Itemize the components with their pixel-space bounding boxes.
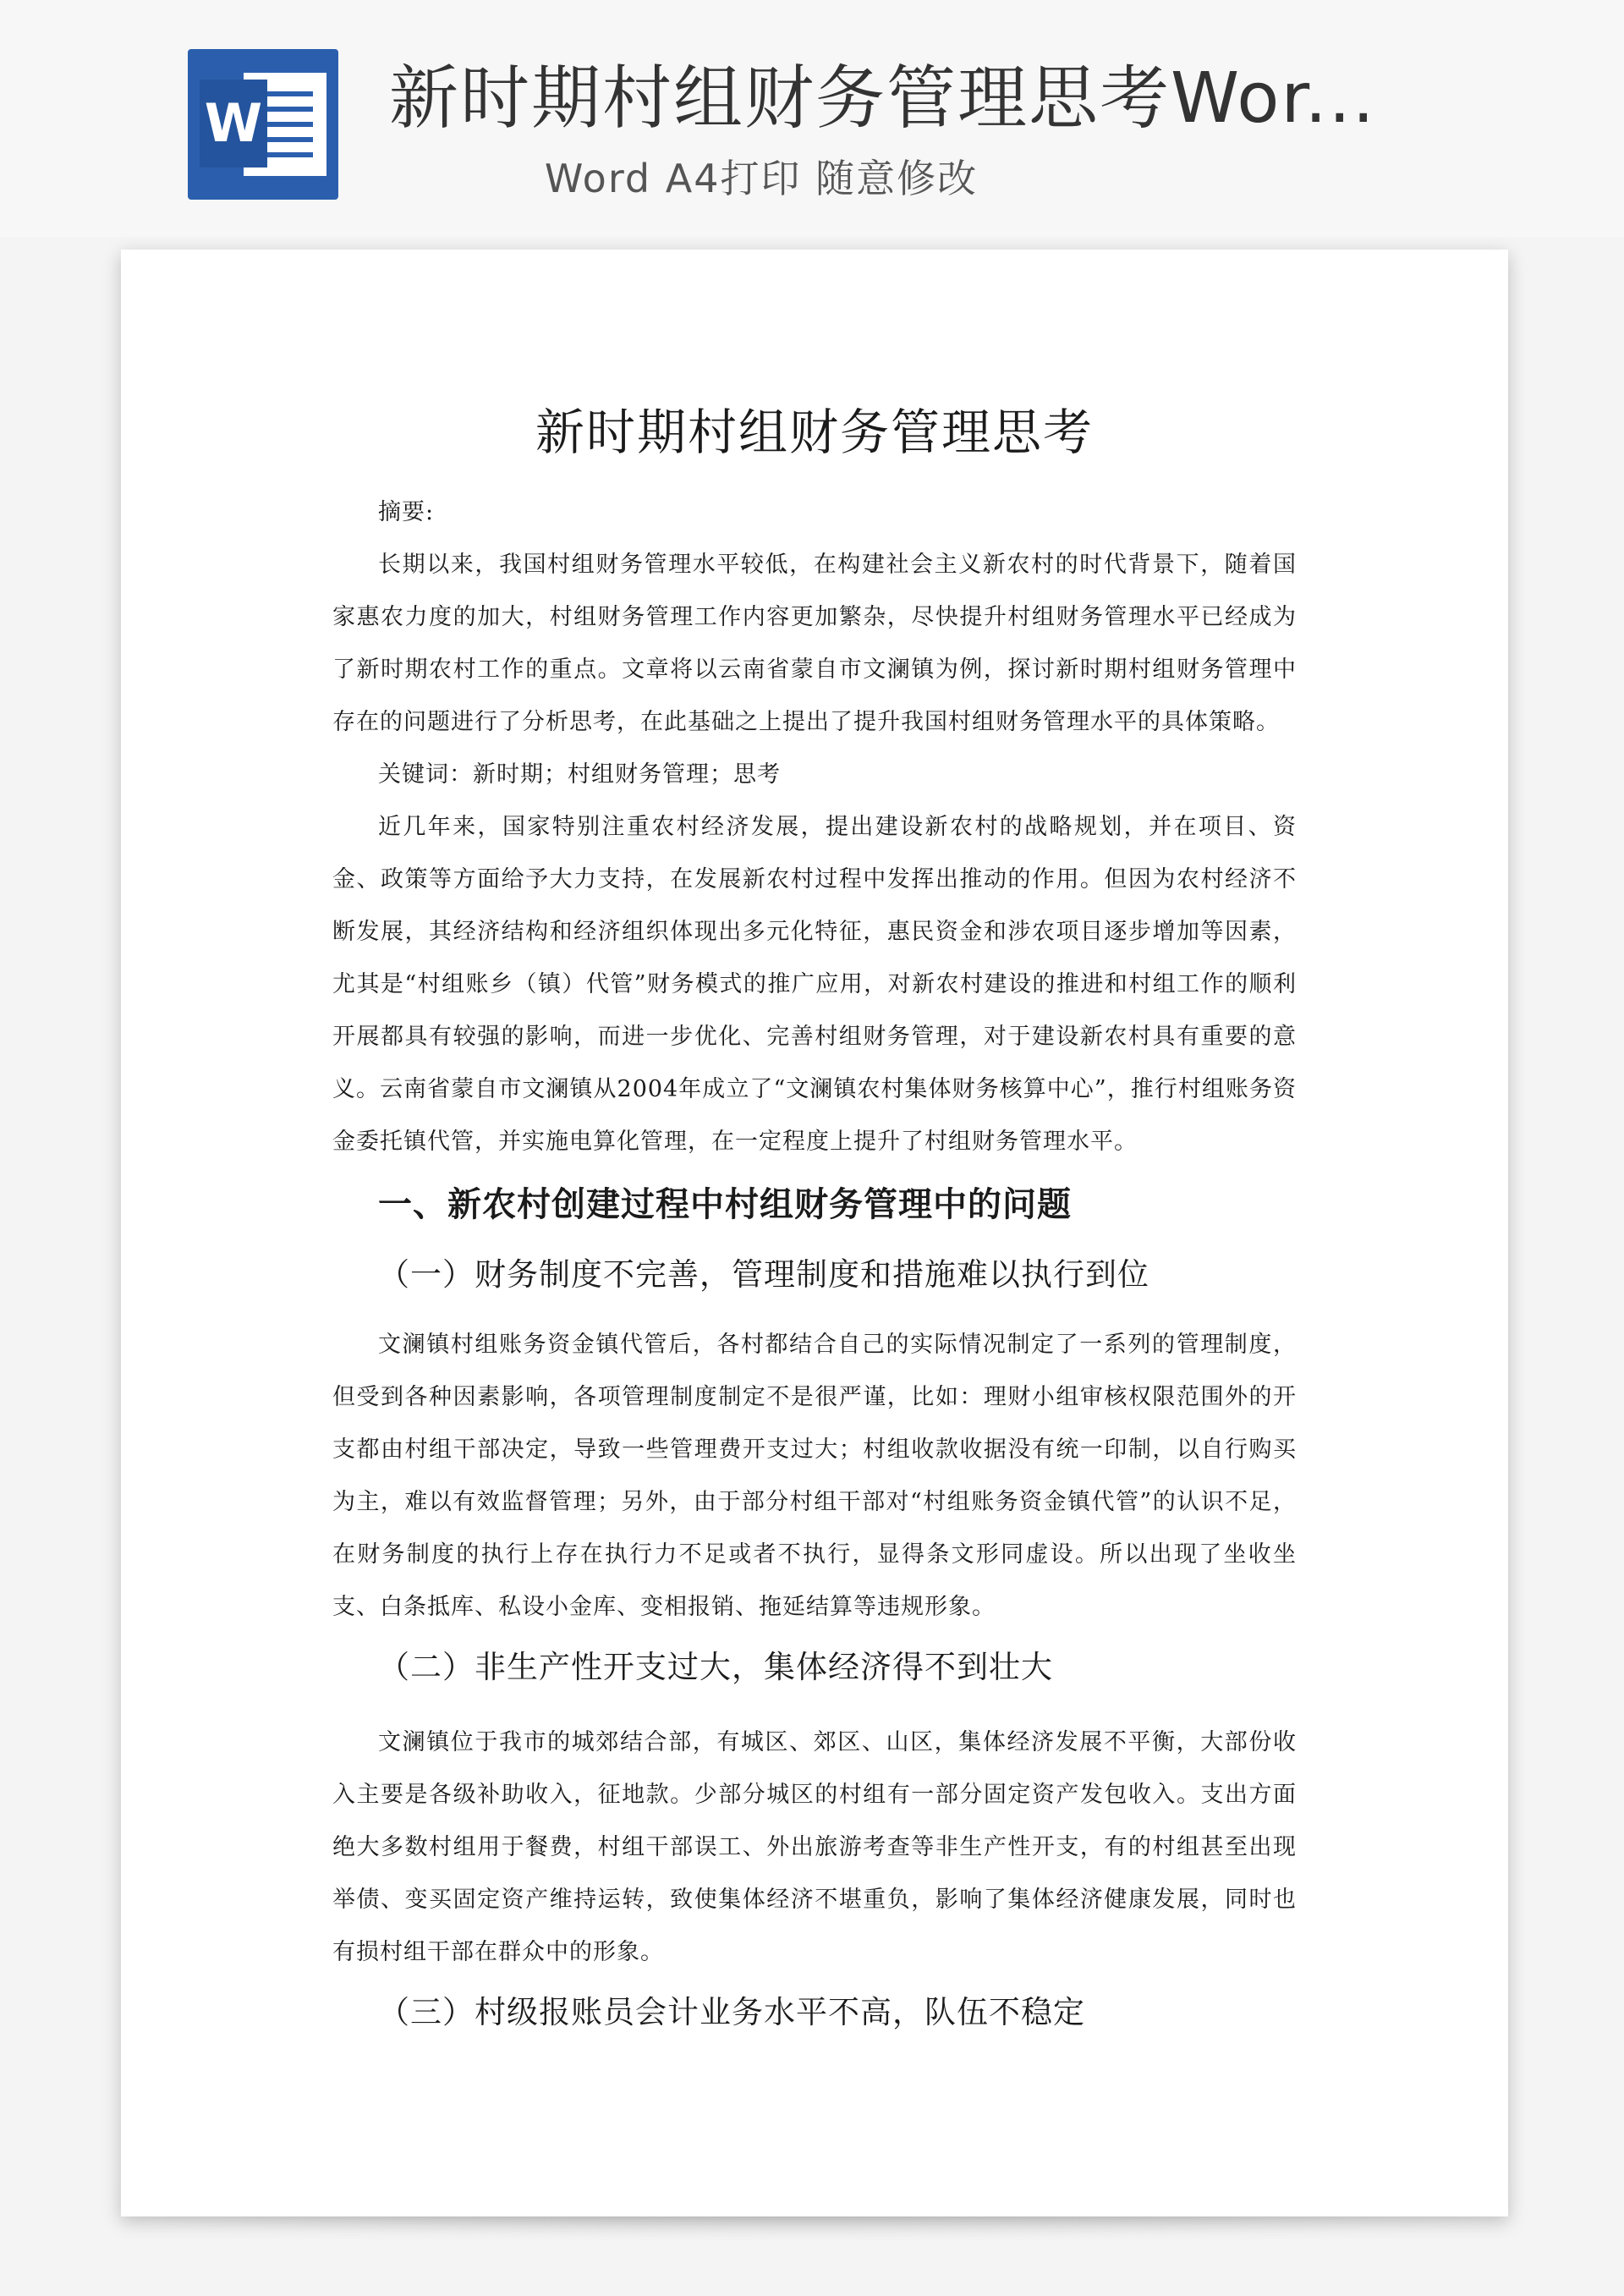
abstract-paragraph: 长期以来，我国村组财务管理水平较低，在构建社会主义新农村的时代背景下，随着国家惠农力度的加大，村组财务管理工作内容更加繁杂，尽快提升村组财务管理水平已经成为了新时期农村工作的重点。文章将以云南省蒙自市文澜镇为例，探讨新时期村组财务管理中存在的问题进行了分析思考，在此基础之上提出了提升我国村组财务管理水平的具体策略。 xyxy=(332,552,1297,735)
subsection-body-1: 文澜镇村组账务资金镇代管后，各村都结合自己的实际情况制定了一系列的管理制度，但受到各种因素影响，各项管理制度制定不是很严谨，比如：理财小组审核权限范围外的开支都由村组干部决定，导致一些管理费开支过大；村组收款收据没有统一印制，以自行购买为主，难以有效监督管理；另外，由于部分村组干部对“村组账务资金镇代管”的认识不足，在财务制度的执行上存在执行力不足或者不执行，显得条文形同虚设。所以出现了坐收坐支、白条抵库、私设小金库、变相报销、拖延结算等违规形象。 xyxy=(332,1332,1297,1620)
subsection-heading-1: （一）财务制度不完善，管理制度和措施难以执行到位 xyxy=(378,1256,1149,1293)
file-title: 新时期村组财务管理思考Wor... xyxy=(389,58,1376,139)
word-document-icon xyxy=(188,49,338,200)
preview-banner xyxy=(0,0,1624,237)
subsection-heading-3: （三）村级报账员会计业务水平不高，队伍不稳定 xyxy=(378,1994,1085,2030)
subsection-heading-2: （二）非生产性开支过大，集体经济得不到壮大 xyxy=(378,1649,1053,1685)
keywords-line: 关键词：新时期；村组财务管理；思考 xyxy=(378,761,781,788)
document-page xyxy=(121,250,1508,2216)
document-content xyxy=(332,402,1297,2057)
section-heading: 一、新农村创建过程中村组财务管理中的问题 xyxy=(378,1184,1072,1224)
document-title: 新时期村组财务管理思考 xyxy=(535,404,1094,461)
word-letter-icon: W xyxy=(200,80,267,168)
abstract-label: 摘要: xyxy=(378,499,435,525)
intro-paragraph: 近几年来，国家特别注重农村经济发展，提出建设新农村的战略规划，并在项目、资金、政策等方面给予大力支持，在发展新农村过程中发挥出推动的作用。但因为农村经济不断发展，其经济结构和经济组织体现出多元化特征，惠民资金和涉农项目逐步增加等因素，尤其是“村组账乡（镇）代管”财务模式的推广应用，对新农村建设的推进和村组工作的顺利开展都具有较强的影响，而进一步优化、完善村组财务管理，对于建设新农村具有重要的意义。云南省蒙自市文澜镇从2004年成立了“文澜镇农村集体财务核算中心”，推行村组账务资金委托镇代管，并实施电算化管理，在一定程度上提升了村组财务管理水平。 xyxy=(332,814,1297,1155)
subsection-body-2: 文澜镇位于我市的城郊结合部，有城区、郊区、山区，集体经济发展不平衡，大部份收入主要是各级补助收入，征地款。少部分城区的村组有一部分固定资产发包收入。支出方面绝大多数村组用于餐费，村组干部误工、外出旅游考查等非生产性开支，有的村组甚至出现举债、变买固定资产维持运转，致使集体经济不堪重负，影响了集体经济健康发展，同时也有损村组干部在群众中的形象。 xyxy=(332,1729,1297,1965)
file-subtitle: Word A4打印 随意修改 xyxy=(544,156,979,201)
